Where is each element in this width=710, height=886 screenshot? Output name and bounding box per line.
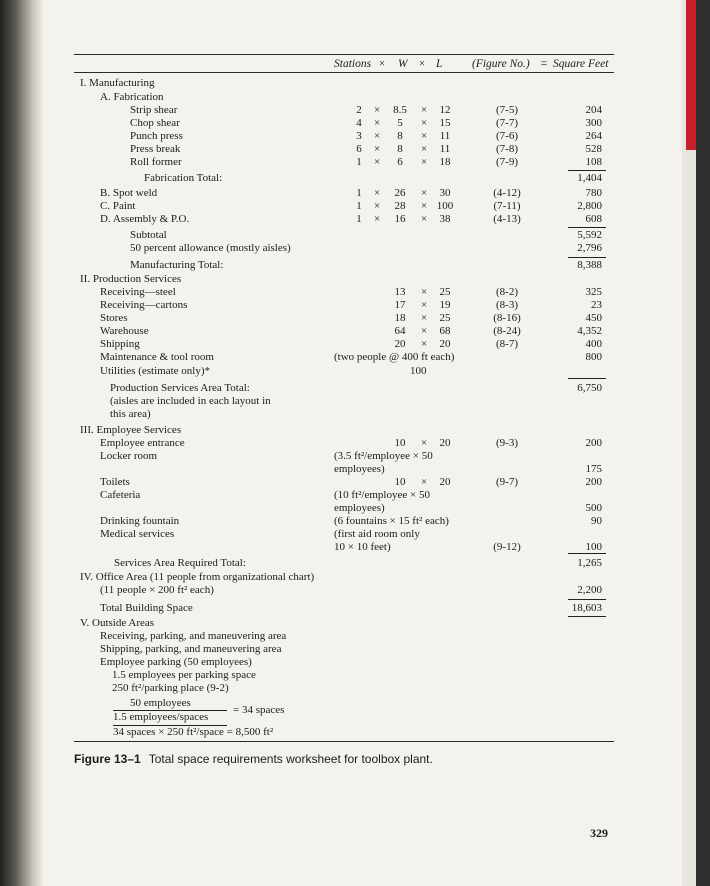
row-w: 8 <box>397 143 403 155</box>
table-row <box>0 130 676 143</box>
row-w: 64 <box>394 325 406 337</box>
row-label: Locker room <box>100 450 158 462</box>
table-row <box>0 213 676 226</box>
row-x1: × <box>374 200 381 212</box>
row-sq: 2,796 <box>577 242 602 254</box>
row-st: 1 <box>356 187 362 199</box>
header-times-1: × <box>378 58 386 70</box>
row-fig: (7-9) <box>496 156 518 168</box>
row-label: I. Manufacturing <box>80 77 155 89</box>
row-label: Press break <box>130 143 181 155</box>
header-rule <box>74 72 614 73</box>
row-st: 3 <box>356 130 362 142</box>
row-label: Roll former <box>130 156 182 168</box>
row-label: B. Spot weld <box>100 187 158 199</box>
row-label: Employee parking (50 employees) <box>100 656 252 668</box>
row-w: 10 <box>394 476 406 488</box>
row-x2: × <box>421 325 428 337</box>
row-x1: × <box>374 143 381 155</box>
row-sq: 500 <box>585 502 602 514</box>
row-label: Medical services <box>100 528 175 540</box>
row-label: 50 percent allowance (mostly aisles) <box>130 242 291 254</box>
row-l: 100 <box>436 200 454 212</box>
table-row <box>0 351 676 364</box>
row-sq: 175 <box>585 463 602 475</box>
row-label: Receiving—steel <box>100 286 176 298</box>
fraction-numerator: 50 employees <box>130 697 191 709</box>
row-sq: 400 <box>585 338 602 350</box>
row-label: Strip shear <box>130 104 178 116</box>
production-services-rule <box>568 378 606 379</box>
row-st: 1 <box>356 200 362 212</box>
row-x2: × <box>421 130 428 142</box>
row-label: II. Production Services <box>80 273 182 285</box>
caption-text: Total space requirements worksheet for toolbox plant. <box>148 752 433 766</box>
row-label: V. Outside Areas <box>80 617 155 629</box>
row-w: 8.5 <box>393 104 407 116</box>
row-x2: × <box>421 299 428 311</box>
table-row <box>0 259 676 272</box>
row-l: 18 <box>439 156 451 168</box>
figure-caption <box>74 752 433 766</box>
row-label: IV. Office Area (11 people from organizational chart) <box>80 571 315 583</box>
subtotal-rule <box>568 227 606 228</box>
row-st: 6 <box>356 143 362 155</box>
row-l: 38 <box>439 213 451 225</box>
row-note: (first aid room only <box>334 528 420 540</box>
table-row <box>0 502 676 515</box>
row-fig: (4-13) <box>493 213 521 225</box>
manufacturing-total-rule <box>568 257 606 258</box>
row-x2: × <box>421 476 428 488</box>
table-row <box>0 242 676 255</box>
row-note: (3.5 ft²/employee × 50 <box>334 450 433 462</box>
row-note: (10 ft²/employee × 50 <box>334 489 430 501</box>
header-times-2: × <box>418 58 426 70</box>
row-label: A. Fabrication <box>100 91 164 103</box>
row-l: 11 <box>439 143 451 155</box>
page-edge-dark <box>696 0 710 886</box>
row-fig: (8-7) <box>496 338 518 350</box>
table-row <box>0 617 676 630</box>
row-label: Receiving, parking, and maneuvering area <box>100 630 287 642</box>
table-row <box>0 643 676 656</box>
row-fig: (7-11) <box>493 200 521 212</box>
table-row <box>0 395 676 408</box>
row-sq: 90 <box>591 515 602 527</box>
row-x2: × <box>421 286 428 298</box>
row-fig: (8-3) <box>496 299 518 311</box>
table-row <box>0 450 676 463</box>
services-total-rule <box>568 553 606 554</box>
row-w: 6 <box>397 156 403 168</box>
row-label: Employee entrance <box>100 437 185 449</box>
table-row <box>0 312 676 325</box>
table-row <box>0 273 676 286</box>
row-l: 25 <box>439 286 451 298</box>
row-x2: × <box>421 213 428 225</box>
row-x2: × <box>421 143 428 155</box>
row-label: Receiving—cartons <box>100 299 188 311</box>
row-sq: 1,404 <box>577 172 602 184</box>
row-w: 26 <box>394 187 406 199</box>
row-w: 8 <box>397 130 403 142</box>
row-sq: 4,352 <box>577 325 602 337</box>
row-label: III. Employee Services <box>80 424 182 436</box>
row-label: (aisles are included in each layout in <box>110 395 271 407</box>
row-label: Drinking fountain <box>100 515 180 527</box>
row-x1: × <box>374 130 381 142</box>
header-stations: Stations <box>334 58 372 70</box>
row-x2: × <box>421 312 428 324</box>
row-l: 20 <box>439 338 451 350</box>
table-row <box>0 476 676 489</box>
table-row <box>0 437 676 450</box>
table-row <box>0 365 676 378</box>
row-l: 68 <box>439 325 451 337</box>
table-row <box>0 299 676 312</box>
row-sq: 200 <box>585 476 602 488</box>
row-sq: 1,265 <box>577 557 602 569</box>
row-sq: 450 <box>585 312 602 324</box>
table-row <box>0 187 676 200</box>
row-x1: × <box>374 187 381 199</box>
row-fig: (9-12) <box>493 541 521 553</box>
row-fig: (7-7) <box>496 117 518 129</box>
fraction-result: = 34 spaces <box>233 704 285 716</box>
row-w: 5 <box>397 117 403 129</box>
row-l: 20 <box>439 437 451 449</box>
row-x2: × <box>421 187 428 199</box>
table-row <box>0 200 676 213</box>
table-row <box>0 325 676 338</box>
table-row <box>0 424 676 437</box>
row-x2: × <box>421 156 428 168</box>
row-sq: 108 <box>585 156 602 168</box>
row-label: Shipping <box>100 338 140 350</box>
row-sq: 5,592 <box>577 229 602 241</box>
row-sq: 2,200 <box>577 584 602 596</box>
row-w: 13 <box>394 286 406 298</box>
row-st: 4 <box>356 117 362 129</box>
row-fig: (8-24) <box>493 325 521 337</box>
table-row <box>0 463 676 476</box>
row-sq: 8,388 <box>577 259 602 271</box>
row-note: (two people @ 400 ft each) <box>334 351 455 363</box>
bottom-rule <box>74 741 614 742</box>
table-row <box>0 156 676 169</box>
row-fig: (8-16) <box>493 312 521 324</box>
table-row <box>0 143 676 156</box>
row-label: Subtotal <box>130 229 167 241</box>
row-x2: × <box>421 437 428 449</box>
row-label: Stores <box>100 312 128 324</box>
row-label: 250 ft²/parking place (9-2) <box>112 682 229 694</box>
row-label: Cafeteria <box>100 489 141 501</box>
row-label: C. Paint <box>100 200 136 212</box>
row-sq: 300 <box>585 117 602 129</box>
row-fig: (9-3) <box>496 437 518 449</box>
table-row <box>0 515 676 528</box>
row-sq: 2,800 <box>577 200 602 212</box>
row-sq: 264 <box>585 130 602 142</box>
row-note: (6 fountains × 15 ft² each) <box>334 515 449 527</box>
row-label: Shipping, parking, and maneuvering area <box>100 643 282 655</box>
row-label: Maintenance & tool room <box>100 351 214 363</box>
row-l: 19 <box>439 299 451 311</box>
row-sq: 204 <box>585 104 602 116</box>
row-sq: 100 <box>585 541 602 553</box>
page-edge-tab <box>686 0 696 150</box>
fraction-denominator: 1.5 employees/spaces <box>113 711 209 723</box>
row-label: Manufacturing Total: <box>130 259 224 271</box>
table-row <box>0 602 676 615</box>
row-w: 28 <box>394 200 406 212</box>
row-label: Services Area Required Total: <box>114 557 246 569</box>
table-row <box>0 557 676 570</box>
table-row <box>0 382 676 395</box>
table-row <box>0 286 676 299</box>
table-row <box>0 77 676 90</box>
page-number: 329 <box>590 826 608 840</box>
row-fig: (7-5) <box>496 104 518 116</box>
row-sq: 6,750 <box>577 382 602 394</box>
table-row <box>0 528 676 541</box>
row-x1: × <box>374 117 381 129</box>
building-total-rule <box>568 616 606 617</box>
row-fig: (7-8) <box>496 143 518 155</box>
row-sq: 200 <box>585 437 602 449</box>
row-x2: × <box>421 338 428 350</box>
table-row <box>0 656 676 669</box>
row-fig: (9-7) <box>496 476 518 488</box>
row-w: 18 <box>394 312 406 324</box>
row-l: 15 <box>439 117 451 129</box>
row-label: Fabrication Total: <box>144 172 223 184</box>
row-w: 16 <box>394 213 406 225</box>
row-label: Chop shear <box>130 117 180 129</box>
row-note: employees) <box>334 463 385 475</box>
row-x2: × <box>421 104 428 116</box>
table-row <box>0 338 676 351</box>
row-fig: (7-6) <box>496 130 518 142</box>
header-square-feet: Square Feet <box>553 58 609 70</box>
row-l: 20 <box>439 476 451 488</box>
table-row <box>0 91 676 104</box>
row-st: 1 <box>356 156 362 168</box>
row-sq: 780 <box>585 187 602 199</box>
row-x1: × <box>374 156 381 168</box>
row-label: Production Services Area Total: <box>110 382 250 394</box>
caption-label: Figure 13–1 <box>74 752 141 766</box>
top-rule <box>74 54 614 55</box>
table-row <box>0 682 676 695</box>
row-sq: 325 <box>585 286 602 298</box>
row-label: Utilities (estimate only)* <box>100 365 210 377</box>
header-l: L <box>436 58 443 70</box>
table-row <box>0 408 676 421</box>
header-w: W <box>398 58 408 70</box>
row-label: Total Building Space <box>100 602 193 614</box>
row-st: 2 <box>356 104 362 116</box>
row-x2: × <box>421 200 428 212</box>
row-w: 10 <box>394 437 406 449</box>
row-sq: 800 <box>585 351 602 363</box>
table-row <box>0 104 676 117</box>
row-l: 12 <box>439 104 451 116</box>
row-x1: × <box>374 104 381 116</box>
row-x2: × <box>421 117 428 129</box>
parking-total: 34 spaces × 250 ft²/space = 8,500 ft² <box>113 726 274 738</box>
row-label: 1.5 employees per parking space <box>112 669 256 681</box>
header-equals: = <box>540 58 548 70</box>
office-total-rule <box>568 599 606 600</box>
row-sq: 23 <box>591 299 602 311</box>
row-note: 100 <box>410 365 427 377</box>
table-row <box>0 489 676 502</box>
row-label: D. Assembly & P.O. <box>100 213 190 225</box>
row-note: employees) <box>334 502 385 514</box>
row-sq: 528 <box>585 143 602 155</box>
row-label: this area) <box>110 408 151 420</box>
row-st: 1 <box>356 213 362 225</box>
row-fig: (8-2) <box>496 286 518 298</box>
row-label: (11 people × 200 ft² each) <box>100 584 214 596</box>
row-l: 11 <box>439 130 451 142</box>
table-row <box>0 571 676 584</box>
table-row <box>0 172 676 185</box>
row-sq: 18,603 <box>571 602 602 614</box>
row-label: Punch press <box>130 130 183 142</box>
row-sq: 608 <box>585 213 602 225</box>
row-fig: (4-12) <box>493 187 521 199</box>
row-l: 25 <box>439 312 451 324</box>
row-l: 30 <box>439 187 451 199</box>
row-w: 17 <box>394 299 406 311</box>
row-label: Toilets <box>100 476 130 488</box>
table-row <box>0 584 676 597</box>
fabrication-total-rule <box>568 170 606 171</box>
row-note: 10 × 10 feet) <box>334 541 391 553</box>
table-row <box>0 669 676 682</box>
table-row <box>0 630 676 643</box>
header-figure-no: (Figure No.) <box>472 58 530 70</box>
row-x1: × <box>374 213 381 225</box>
row-label: Warehouse <box>100 325 149 337</box>
row-w: 20 <box>394 338 406 350</box>
table-row <box>0 229 676 242</box>
table-row <box>0 117 676 130</box>
